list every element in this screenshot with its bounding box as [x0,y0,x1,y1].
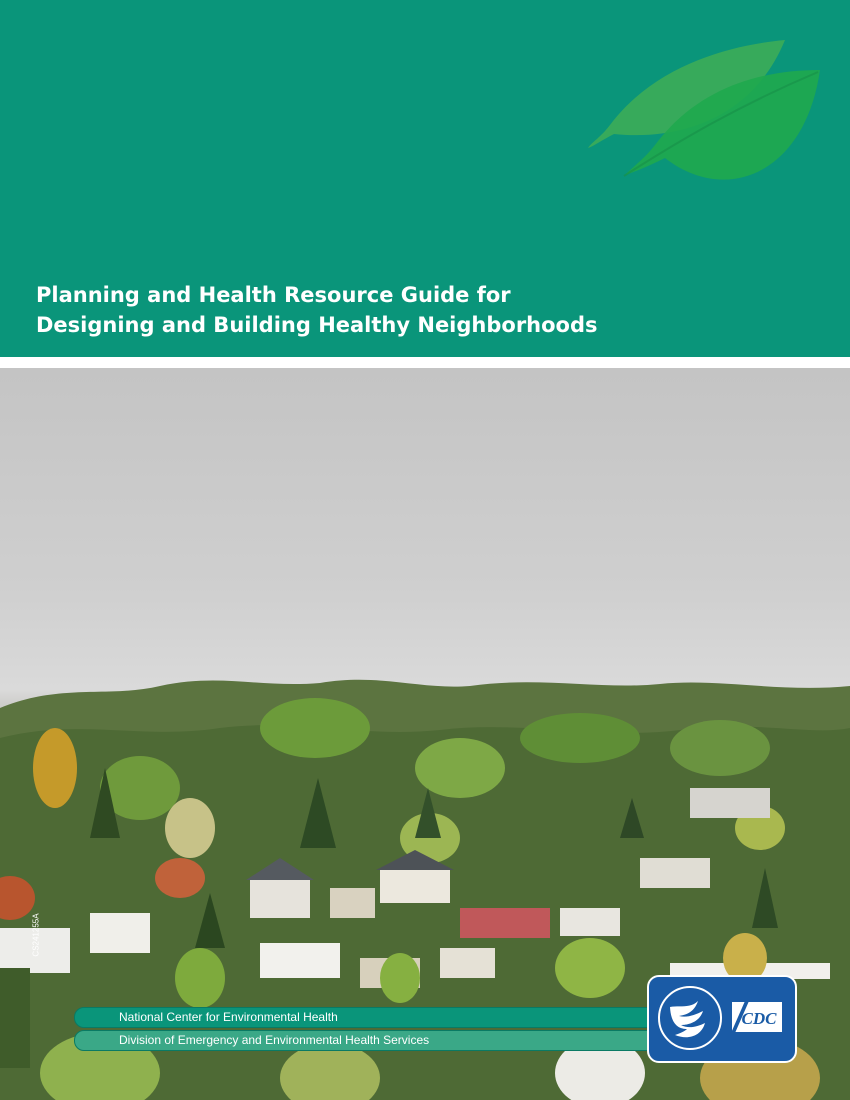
header-band [0,0,850,357]
publication-code [26,895,46,975]
cdc-logo-icon [729,999,785,1035]
white-divider [0,357,850,368]
center-bar [74,1007,664,1028]
svg-text:CDC: CDC [741,1009,777,1028]
cover-title-line-2: Designing and Building Healthy Neighborhoods [36,313,598,337]
logo-panel [647,975,797,1063]
footer-bars [74,1007,664,1053]
cover-title-line-1: Planning and Health Resource Guide for [36,283,511,307]
cover-title [36,280,598,340]
hhs-eagle-icon [657,985,723,1051]
publication-code-text: CS241255A [31,913,41,957]
division-bar [74,1030,664,1051]
leaves-icon [580,30,840,210]
division-name: Division of Emergency and Environmental Health Services [119,1033,430,1047]
center-name: National Center for Environmental Health [119,1010,338,1024]
